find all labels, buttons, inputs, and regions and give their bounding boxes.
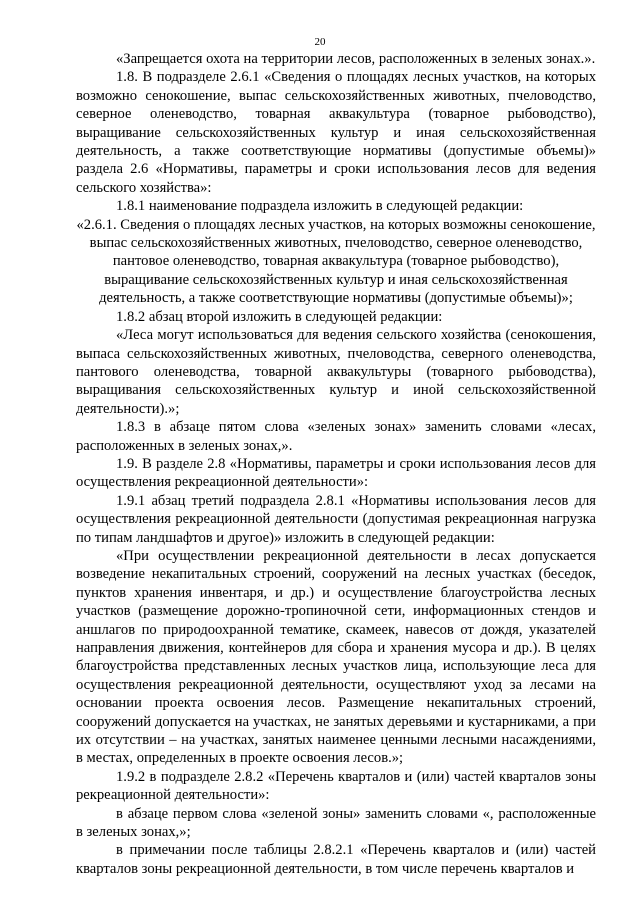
paragraph-recreation-rules: «При осуществлении рекреационной деятельности в лесах допускается возведение некапитальных строений, сооружений на лесных участках (беседок, пунктов хранения инвентаря, и др.) и осуществление благоустройства лесных участков (размещение дорожно-тропиночной сети, информационных стендов и аншлагов по природоохранной тематике, скамеек, навесов от дождя, указателей направления движения, контейнеров для сбора и хранения мусора и др.). В целях благоустройства представленных лесных участков лица, использующие леса для осуществления рекреационной деятельности, осуществляют уход за лесами на основании проекта освоения лесов. Размещение некапитальных строений, сооружений допускается на участках, не занятых деревьями и кустарниками, а при их отсутствии – на участках, занятых наименее ценными лесными насаждениями, в местах, определенных в проекте освоения лесов.»;	[76, 547, 596, 767]
paragraph-forest-use: «Леса могут использоваться для ведения сельского хозяйства (сенокошения, выпаса сельскохозяйственных животных, пчеловодства, северного оленеводства, пантового оленеводства, товарной аквакультуры (товарного рыбоводства), выращивания сельскохозяйственных культур и иной сельскохозяйственной деятельности).»;	[76, 327, 596, 417]
paragraph-table-note: в примечании после таблицы 2.8.2.1 «Перечень кварталов и (или) частей кварталов зоны рекреационной деятельности, в том числе перечень кварталов и	[76, 842, 596, 877]
paragraph-1-8-3: 1.8.3 в абзаце пятом слова «зеленых зонах» заменить словами «лесах, расположенных в зеленых зонах,».	[76, 419, 596, 454]
paragraph-green-zone-replace: в абзаце первом слова «зеленой зоны» заменить словами «, расположенные в зеленых зонах,»;	[76, 805, 596, 841]
paragraph-1-8-1: 1.8.1 наименование подраздела изложить в следующей редакции:	[116, 198, 524, 215]
paragraph-1-9: 1.9. В разделе 2.8 «Нормативы, параметры и сроки использования лесов для осуществления рекреационной деятельности»:	[76, 455, 596, 491]
page-number: 20	[314, 36, 326, 48]
paragraph-1-9-2: 1.9.2 в подразделе 2.8.2 «Перечень кварталов и (или) частей кварталов зоны рекреационной деятельности»:	[76, 768, 596, 804]
paragraph-1-8-2: 1.8.2 абзац второй изложить в следующей редакции:	[116, 308, 443, 325]
document-body	[76, 50, 596, 878]
paragraph-1-9-1: 1.9.1 абзац третий подраздела 2.8.1 «Нормативы использования лесов для осуществления рекреационной деятельности (допустимая рекреационная нагрузка по типам ландшафтов и другое)» изложить в следующей редакции:	[76, 492, 596, 546]
paragraph-2-6-1-title: «2.6.1. Сведения о площадях лесных участков, на которых возможны сенокошение, выпас сельскохозяйственных животных, пчеловодство, северное оленеводство, пантовое оленеводство, товарная аквакультура (товарное рыбоводство), выращивание сельскохозяйственных культур и иная сельскохозяйственная деятельность, а также соответствующие нормативы (допустимые объемы)»;	[76, 216, 596, 307]
paragraph-1-8: 1.8. В подразделе 2.6.1 «Сведения о площадях лесных участков, на которых возможно сенокошение, выпас сельскохозяйственных животных, пчеловодство, северное оленеводство, товарная аквакультура (товарное рыбоводство), выращивание сельскохозяйственных культур и иная сельскохозяйственная деятельность, а также соответствующие нормативы (допустимые объемы)» раздела 2.6 «Нормативы, параметры и сроки использования лесов для ведения сельского хозяйства»:	[76, 69, 596, 196]
paragraph-hunting-ban: «Запрещается охота на территории лесов, расположенных в зеленых зонах.».	[116, 51, 596, 67]
